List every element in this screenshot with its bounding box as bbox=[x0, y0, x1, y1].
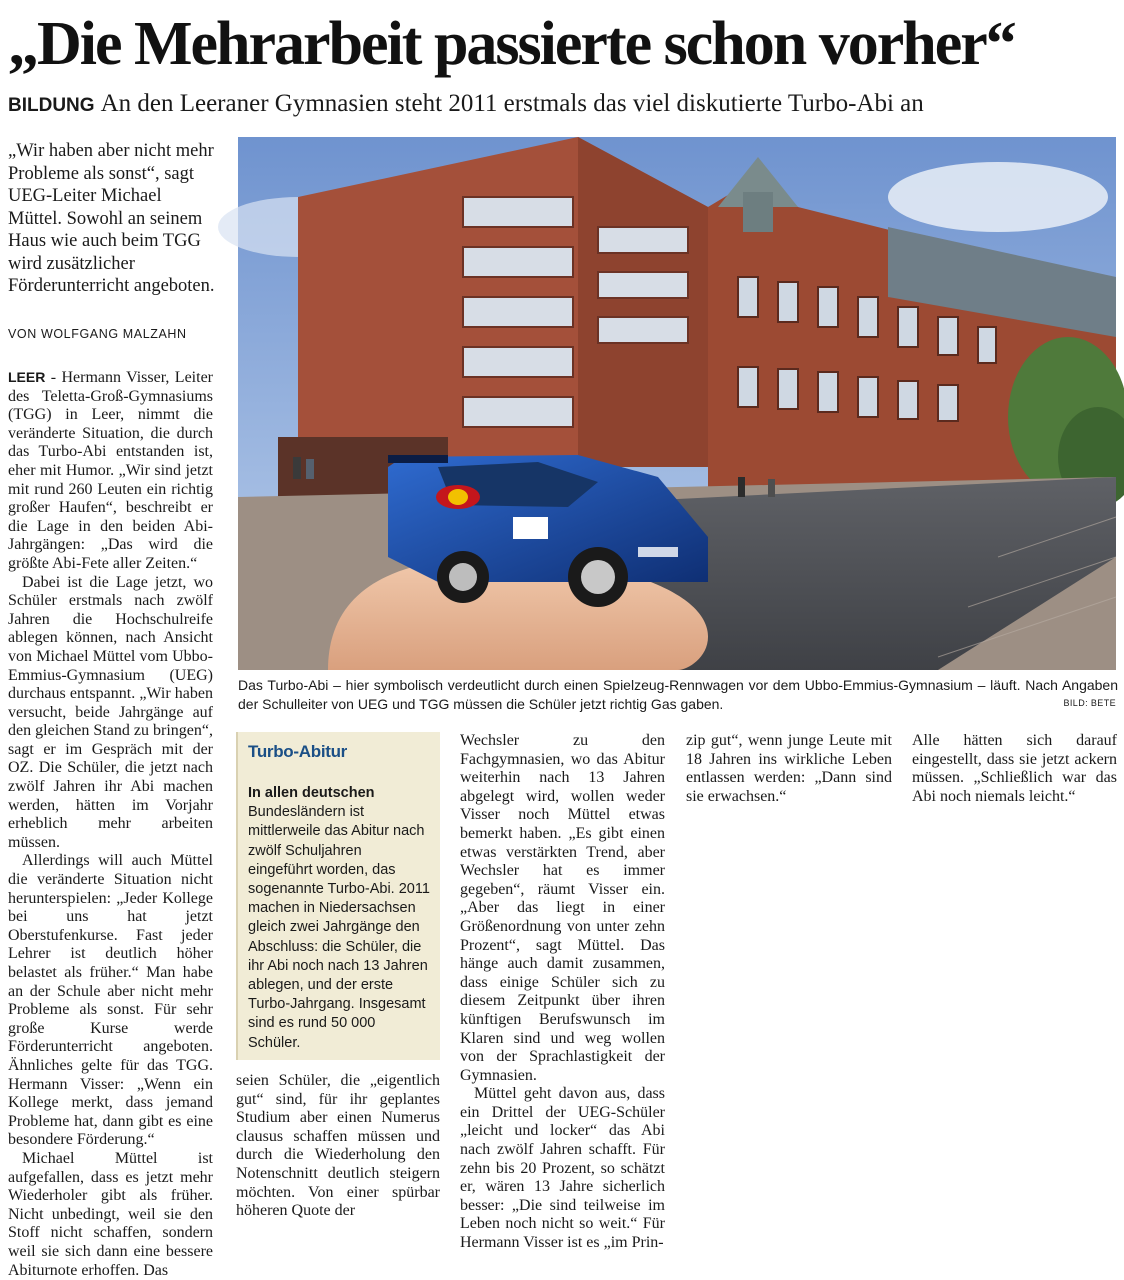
byline: VON WOLFGANG MALZAHN bbox=[8, 327, 187, 341]
paragraph: zip gut“, wenn junge Leute mit 18 Jahren ins wirkliche Leben entlassen werden: „Dann sind sie erwachsen.“ bbox=[686, 732, 892, 805]
intro-text: „Wir haben aber nicht mehr Probleme als sonst“, sagt UEG-Leiter Michael Müttel. Sowohl an seinem Haus wie auch beim TGG wird zusätzlicher Förderunterricht angeboten. bbox=[8, 141, 215, 296]
info-box bbox=[236, 732, 440, 1060]
paragraph: Wechsler zu den Fachgymnasien, wo das Abitur weiterhin nach 13 Jahren abgelegt wird, wollen weder Visser noch Müttel etwas bemerkt haben. „Es gibt einen etwas verstärkten Trend, aber Wechsler hat es immer gegeben“, räumt Visser ein. „Aber das liegt in einer Größenordnung von unter zehn Prozent“, sagt Müttel. Das hänge auch damit zusammen, dass einige Schüler sich zu diesem Zeitpunkt über ihren künftigen Berufswunsch im Klaren sind und weg wollen von der Sprachlastigkeit der Gymnasien. bbox=[460, 732, 665, 1084]
paragraph: Allerdings will auch Müttel die veränderte Situation nicht herunterspielen: „Jeder Kollege bei uns hat jetzt Oberstufenkurse. Fast jeder Lehrer ist deutlich höher belastet als früher.“ Man habe an der Schule aber nicht mehr Probleme als sonst. Für sehr große Kurse werde Förderunterricht angeboten. Ähnliches gelte für das TGG. Hermann Visser: „Wenn ein Kollege merkt, dass jemand Probleme hat, dann gibt es eine besondere Förderung.“ bbox=[8, 852, 213, 1149]
paragraph: seien Schüler, die „eigentlich gut“ sind, für ihr geplantes Studium aber einen Numerus clausus schaffen müssen und durch die Wiederholung den Notenschnitt deutlich steigern möchten. Von einer spürbar höheren Quote der bbox=[236, 1072, 440, 1220]
paragraph: Müttel geht davon aus, dass ein Drittel der UEG-Schüler „leicht und locker“ das Abi nach zwölf Jahren schafft. Für zehn bis 20 Prozent, so schätzt er, wären 13 Jahre sicherlich besser: „Die sind teilweise im Leben noch nicht so weit.“ Für Hermann Visser ist es „im Prin- bbox=[460, 1085, 665, 1252]
info-box-body bbox=[248, 784, 430, 1053]
headline: „Die Mehrarbeit passierte schon vorher“ bbox=[8, 10, 1015, 78]
paragraph bbox=[8, 368, 213, 574]
paragraph: Michael Müttel ist aufgefallen, dass es jetzt mehr Wiederholer gibt als früher. Nicht unbedingt, weil sie den Stoff nicht schaffen, sondern weil sie sich dann eine bessere Abiturnote erhoffen. Das bbox=[8, 1149, 213, 1279]
paragraph: Alle hätten sich darauf eingestellt, dass sie jetzt ackern müssen. „Schließlich war das Abi noch niemals leicht.“ bbox=[912, 732, 1117, 805]
paragraph: Dabei ist die Lage jetzt, wo Schüler erstmals nach zwölf Jahren die Hochschulreife ablegen können, nach Ansicht von Michael Müttel vom Ubbo-Emmius-Gymnasium (UEG) durchaus entspannt. „Wir haben versucht, beide Jahrgänge auf den gleichen Stand zu bringen“, sagt er im Gespräch mit der OZ. Die Schüler, die jetzt nach zwölf Jahren ihr Abi machen werden, hätten im Vorjahr erheblich mehr arbeiten müssen. bbox=[8, 573, 213, 851]
section-kicker: BILDUNG bbox=[8, 95, 95, 116]
article-column-2 bbox=[236, 1072, 440, 1221]
photo-credit: BILD: BETE bbox=[1063, 698, 1116, 708]
article-column-4 bbox=[686, 732, 892, 806]
paragraph-text: - Hermann Visser, Leiter des Teletta-Groß-Gymnasiums (TGG) in Leer, nimmt die veränderte Situation, die durch das Turbo-Abi entstanden ist, eher mit Humor. „Wir sind jetzt mit rund 260 Leuten ein richtig großer Haufen“, beschreibt er die Lage in den beiden Abi-Jahrgängen: „Das wird die größte Abi-Fete aller Zeiten.“ bbox=[8, 369, 213, 572]
subline bbox=[8, 88, 1118, 120]
article-column-3 bbox=[460, 732, 665, 1253]
info-box-title: Turbo-Abitur bbox=[248, 742, 347, 761]
article-column-5 bbox=[912, 732, 1117, 806]
article-photo bbox=[238, 137, 1116, 670]
dateline: LEER bbox=[8, 369, 46, 385]
subheadline: An den Leeraner Gymnasien steht 2011 erstmals das viel diskutierte Turbo-Abi an bbox=[100, 90, 924, 117]
article-column-1 bbox=[8, 368, 213, 1280]
school-building-with-toy-car-image bbox=[238, 137, 1116, 670]
info-box-lead: In allen deutschen bbox=[248, 785, 375, 801]
photo-caption: Das Turbo-Abi – hier symbolisch verdeutlicht durch einen Spielzeug-Rennwagen vor dem Ubbo-Emmius-Gymnasium – läuft. Nach Angaben der Schulleiter von UEG und TGG müssen die Schüler jetzt richtig Gas gaben. bbox=[238, 677, 1118, 712]
info-box-text: Bundesländern ist mittlerweile das Abitur nach zwölf Schuljahren eingeführt worden, das sogenannte Turbo-Abi. 2011 machen in Niedersachsen gleich zwei Jahrgänge den Abschluss: die Schüler, die ihr Abi noch nach 13 Jahren ablegen, und der erste Turbo-Jahrgang. Insgesamt sind es rund 50 000 Schüler. bbox=[248, 804, 430, 1051]
